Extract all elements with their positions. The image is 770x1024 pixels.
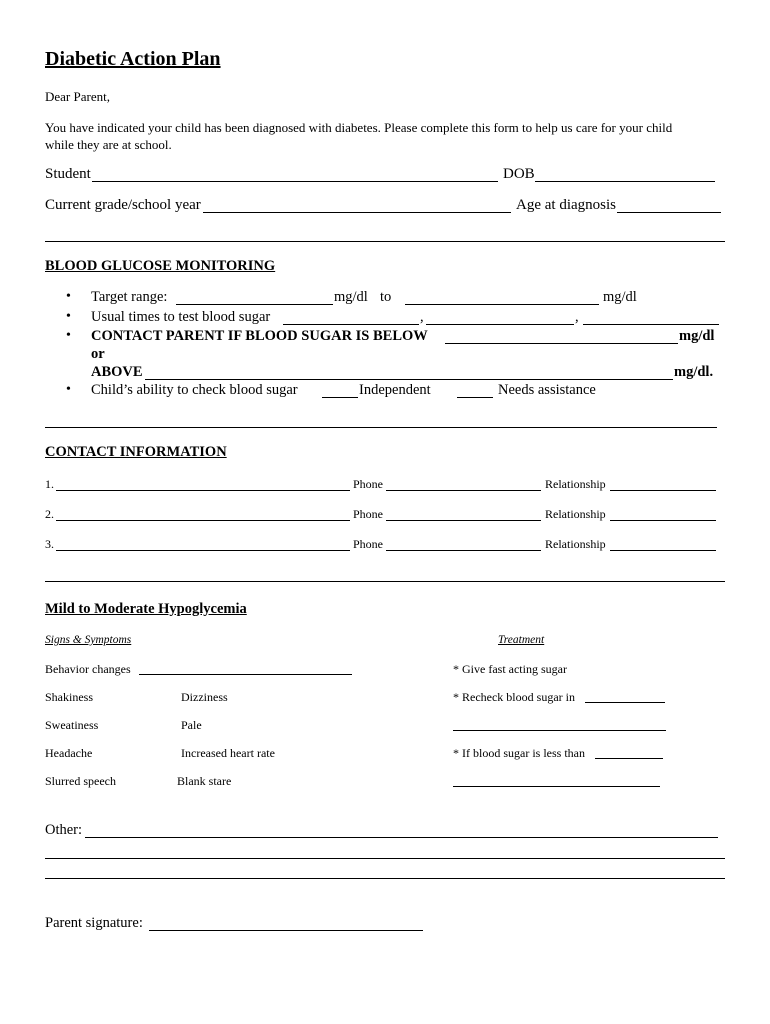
above-value-field[interactable]	[145, 379, 673, 380]
symptom-pale: Pale	[181, 718, 202, 732]
usual-times-label: Usual times to test blood sugar	[91, 309, 271, 325]
symptom-increased-heart-rate: Increased heart rate	[181, 746, 275, 760]
student-label: Student	[45, 166, 91, 182]
page-title: Diabetic Action Plan	[45, 48, 221, 70]
usual-time-field-3[interactable]	[583, 324, 719, 325]
symptom-shakiness: Shakiness	[45, 690, 93, 704]
contact-relationship-field-2[interactable]	[610, 520, 716, 521]
behavior-changes-field[interactable]	[139, 674, 352, 675]
intro-line-2: while they are at school.	[45, 137, 172, 152]
independent-label: Independent	[359, 382, 431, 398]
or-label: or	[91, 346, 105, 362]
target-range-label: Target range:	[91, 289, 168, 305]
target-to: to	[380, 289, 392, 305]
phone-label: Phone	[353, 537, 383, 551]
signature-label: Parent signature:	[45, 915, 143, 931]
needs-assistance-field[interactable]	[457, 397, 493, 398]
below-unit: mg/dl	[679, 328, 715, 344]
above-label: ABOVE	[91, 364, 143, 380]
dob-label: DOB	[503, 166, 535, 182]
target-high-field[interactable]	[405, 304, 599, 305]
grade-label: Current grade/school year	[45, 197, 201, 213]
comma-2: ,	[575, 309, 579, 325]
signs-heading: Signs & Symptoms	[45, 634, 132, 646]
relationship-label: Relationship	[545, 507, 606, 521]
bullet: •	[66, 309, 71, 324]
above-unit: mg/dl.	[674, 364, 714, 380]
treatment-heading: Treatment	[498, 634, 545, 646]
below-value-field[interactable]	[445, 343, 678, 344]
contact-heading: CONTACT INFORMATION	[45, 444, 227, 460]
ability-label: Child’s ability to check blood sugar	[91, 382, 298, 398]
divider-2	[45, 427, 717, 428]
divider-3	[45, 581, 725, 582]
phone-label: Phone	[353, 477, 383, 491]
usual-time-field-2[interactable]	[426, 324, 574, 325]
symptom-behavior-changes: Behavior changes	[45, 662, 131, 676]
other-field-2[interactable]	[45, 858, 725, 859]
contact-phone-field-2[interactable]	[386, 520, 541, 521]
bullet: •	[66, 328, 71, 343]
target-unit-2: mg/dl	[603, 289, 637, 305]
hypo-heading: Mild to Moderate Hypoglycemia	[45, 601, 247, 617]
symptom-slurred-speech: Slurred speech	[45, 774, 116, 788]
other-label: Other:	[45, 822, 83, 838]
age-label: Age at diagnosis	[516, 197, 616, 213]
treatment-recheck: * Recheck blood sugar in	[453, 690, 575, 704]
contact-phone-field-1[interactable]	[386, 490, 541, 491]
comma-1: ,	[420, 309, 424, 325]
signature-field[interactable]	[149, 930, 423, 931]
target-low-field[interactable]	[176, 304, 333, 305]
symptom-sweatiness: Sweatiness	[45, 718, 99, 732]
contact-below-label: CONTACT PARENT IF BLOOD SUGAR IS BELOW	[91, 328, 428, 344]
treatment-extra-field-1[interactable]	[453, 730, 666, 731]
contact-name-field-2[interactable]	[56, 520, 350, 521]
usual-time-field-1[interactable]	[283, 324, 419, 325]
relationship-label: Relationship	[545, 537, 606, 551]
contact-relationship-field-1[interactable]	[610, 490, 716, 491]
symptom-dizziness: Dizziness	[181, 690, 228, 704]
contact-row-number: 2.	[45, 507, 54, 521]
grade-field[interactable]	[203, 212, 511, 213]
divider-1	[45, 241, 725, 242]
intro-line-1: You have indicated your child has been diagnosed with diabetes. Please complete this form to help us care for your child	[45, 120, 673, 135]
bgm-heading: BLOOD GLUCOSE MONITORING	[45, 258, 276, 274]
age-field[interactable]	[617, 212, 721, 213]
other-field-1[interactable]	[85, 837, 718, 838]
needs-assistance-label: Needs assistance	[498, 382, 596, 398]
greeting: Dear Parent,	[45, 89, 110, 104]
recheck-time-field[interactable]	[585, 702, 665, 703]
contact-row-number: 1.	[45, 477, 54, 491]
dob-field[interactable]	[535, 181, 715, 182]
other-field-3[interactable]	[45, 878, 725, 879]
if-less-value-field[interactable]	[595, 758, 663, 759]
treatment-extra-field-2[interactable]	[453, 786, 660, 787]
contact-relationship-field-3[interactable]	[610, 550, 716, 551]
contact-phone-field-3[interactable]	[386, 550, 541, 551]
contact-name-field-3[interactable]	[56, 550, 350, 551]
treatment-if-less: * If blood sugar is less than	[453, 746, 585, 760]
independent-field[interactable]	[322, 397, 358, 398]
student-field[interactable]	[92, 181, 498, 182]
treatment-give-sugar: * Give fast acting sugar	[453, 662, 567, 676]
symptom-blank-stare: Blank stare	[177, 774, 232, 788]
phone-label: Phone	[353, 507, 383, 521]
bullet: •	[66, 289, 71, 304]
contact-row-number: 3.	[45, 537, 54, 551]
contact-name-field-1[interactable]	[56, 490, 350, 491]
symptom-headache: Headache	[45, 746, 93, 760]
relationship-label: Relationship	[545, 477, 606, 491]
target-unit-1: mg/dl	[334, 289, 368, 305]
bullet: •	[66, 382, 71, 397]
